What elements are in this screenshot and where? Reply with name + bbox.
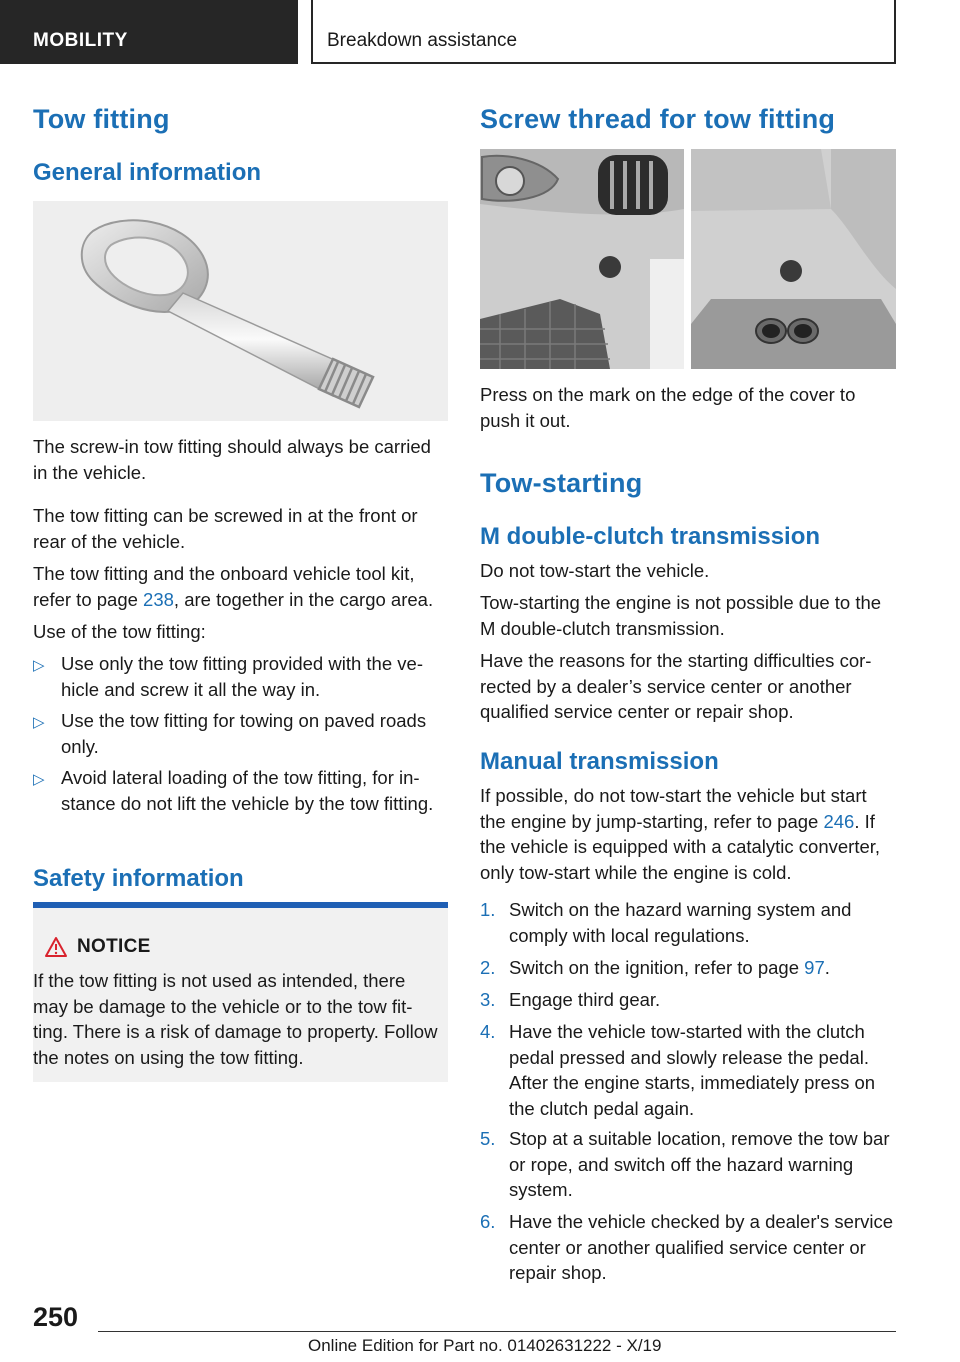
section-tab: [0, 0, 298, 64]
edition-text: Online Edition for Part no. 01402631222 - X/19: [308, 1336, 662, 1355]
tow-fitting-title: Tow fitting: [33, 104, 170, 134]
page-link-238[interactable]: 238: [143, 588, 174, 610]
tow-starting-title: Tow-starting: [480, 468, 643, 498]
notice-box: [33, 902, 448, 1082]
front-bumper-image: [480, 149, 684, 369]
step-number: 4.: [480, 1021, 496, 1042]
bullet-icon: ▷: [33, 657, 45, 674]
tow-fitting-illustration: [33, 201, 448, 421]
general-information-heading: General information: [33, 159, 262, 186]
use-intro: Use of the tow fitting:: [33, 621, 206, 642]
footer-divider: [98, 1331, 896, 1332]
bullet-icon: ▷: [33, 714, 45, 731]
front-rear-paragraph: The tow fitting can be screwed in at the front or rear of the vehicle.: [33, 505, 418, 552]
chapter-tab: [311, 0, 896, 64]
step-text: Have the vehicle checked by a dealer's service center or another qualified service center or repair shop.: [509, 1211, 894, 1283]
press-cover-paragraph: Press on the mark on the edge of the cover to push it out.: [480, 384, 856, 431]
rear-bumper-illustration: [691, 149, 896, 369]
screw-thread-title: Screw thread for tow fitting: [480, 104, 836, 134]
step-number: 5.: [480, 1128, 496, 1149]
manual-paragraph: If possible, do not tow-start the vehicle but start the engine by jump-starting, refer to page 246. If the vehicle is equipped with a catalytic converter, only tow-start while the engine is cold.: [480, 785, 881, 883]
carry-fitting-paragraph: The screw-in tow fitting should always be carried in the vehicle.: [33, 436, 431, 483]
rear-bumper-image: [691, 149, 896, 369]
page-link-97[interactable]: 97: [804, 957, 825, 978]
notice-title: NOTICE: [77, 936, 151, 957]
step-number: 3.: [480, 989, 496, 1010]
toolkit-paragraph: The tow fitting and the onboard vehicle tool kit, refer to page 238, are together in the cargo area.: [33, 563, 434, 610]
section-label: MOBILITY: [33, 30, 128, 51]
front-bumper-illustration: [480, 149, 684, 369]
step-text: Switch on the ignition, refer to page 97.: [509, 957, 830, 978]
step-number: 6.: [480, 1211, 496, 1232]
step-text: Have the vehicle tow-started with the clutch pedal pressed and slowly release the pedal. After the engine starts, immediately press on the clutch pedal again.: [509, 1021, 876, 1119]
step-text: Engage third gear.: [509, 989, 661, 1010]
page-number: 250: [33, 1302, 79, 1332]
tow-fitting-image: [33, 201, 448, 421]
step-text: Switch on the hazard warning system and comply with local regulations.: [509, 899, 852, 946]
chapter-label: Breakdown assistance: [327, 30, 518, 51]
bullet-item: Use the tow fitting for towing on paved roads only.: [61, 710, 427, 757]
step-number: 1.: [480, 899, 496, 920]
bullet-item: Use only the tow fitting provided with the vehicle and screw it all the way in.: [61, 653, 423, 700]
safety-information-heading: Safety information: [33, 865, 244, 892]
page-link-246[interactable]: 246: [823, 810, 855, 832]
step-number: 2.: [480, 957, 496, 978]
mdct-heading: M double-clutch transmission: [480, 523, 821, 550]
warning-triangle-icon: [44, 936, 68, 958]
mdct-paragraph-1: Do not tow-start the vehicle.: [480, 560, 710, 581]
manual-transmission-heading: Manual transmission: [480, 748, 719, 775]
bullet-icon: ▷: [33, 771, 45, 788]
mdct-paragraph-2: Tow-starting the engine is not possible due to the M double-clutch transmission.: [480, 592, 882, 639]
notice-text: If the tow fitting is not used as intended, there may be damage to the vehicle or to the tow fitting. There is a risk of damage to property. Follow the notes on using the tow fitting.: [33, 970, 438, 1068]
mdct-paragraph-3: Have the reasons for the starting difficulties corrected by a dealer’s service center or another qualified service center or repair shop.: [480, 650, 872, 722]
bullet-item: Avoid lateral loading of the tow fitting, for instance do not lift the vehicle by the tow fitting.: [61, 767, 434, 814]
step-text: Stop at a suitable location, remove the tow bar or rope, and switch off the hazard warning system.: [509, 1128, 890, 1200]
